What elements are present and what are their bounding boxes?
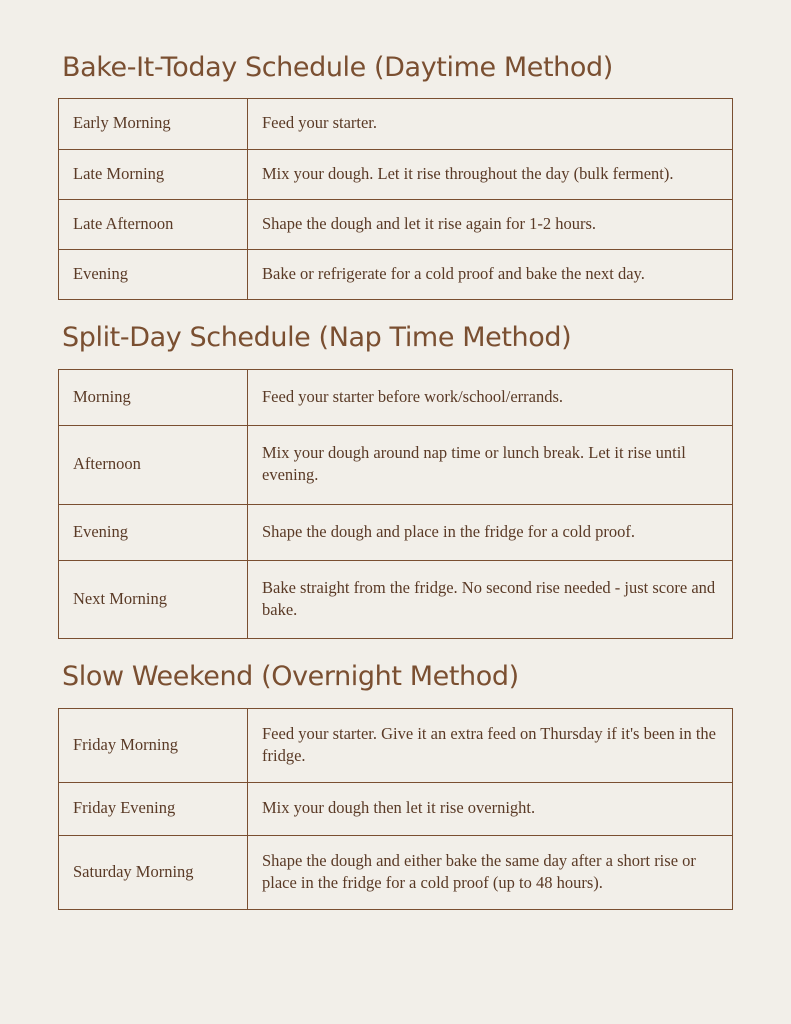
schedule-table <box>58 369 733 640</box>
row-detail: Shape the dough and place in the fridge for a cold proof. <box>248 504 733 560</box>
schedule-table <box>58 98 733 300</box>
table-row <box>59 149 733 199</box>
schedule-section-naptime <box>58 322 733 639</box>
row-time: Late Morning <box>59 149 248 199</box>
row-time: Saturday Morning <box>59 835 248 910</box>
row-detail: Mix your dough. Let it rise throughout the day (bulk ferment). <box>248 149 733 199</box>
row-detail: Mix your dough then let it rise overnight. <box>248 783 733 835</box>
row-detail: Bake straight from the fridge. No second rise needed - just score and bake. <box>248 560 733 639</box>
row-time: Early Morning <box>59 99 248 149</box>
section-title: Slow Weekend (Overnight Method) <box>62 661 519 693</box>
table-row <box>59 369 733 425</box>
row-time: Evening <box>59 504 248 560</box>
row-detail: Shape the dough and either bake the same day after a short rise or place in the fridge for a cold proof (up to 48 hours). <box>248 835 733 910</box>
row-detail: Feed your starter. Give it an extra feed on Thursday if it's been in the fridge. <box>248 708 733 783</box>
row-time: Friday Morning <box>59 708 248 783</box>
table-row <box>59 560 733 639</box>
row-detail: Mix your dough around nap time or lunch break. Let it rise until evening. <box>248 426 733 505</box>
schedule-section-overnight <box>58 661 733 910</box>
row-time: Late Afternoon <box>59 199 248 249</box>
row-detail: Feed your starter before work/school/errands. <box>248 369 733 425</box>
table-row <box>59 250 733 300</box>
section-title: Split-Day Schedule (Nap Time Method) <box>62 322 572 354</box>
table-row <box>59 426 733 505</box>
row-time: Next Morning <box>59 560 248 639</box>
table-row <box>59 99 733 149</box>
row-time: Afternoon <box>59 426 248 505</box>
row-detail: Shape the dough and let it rise again for 1-2 hours. <box>248 199 733 249</box>
row-time: Evening <box>59 250 248 300</box>
table-row <box>59 199 733 249</box>
table-row <box>59 504 733 560</box>
row-detail: Bake or refrigerate for a cold proof and bake the next day. <box>248 250 733 300</box>
table-row <box>59 783 733 835</box>
row-detail: Feed your starter. <box>248 99 733 149</box>
table-row <box>59 708 733 783</box>
schedule-section-daytime <box>58 52 733 300</box>
row-time: Friday Evening <box>59 783 248 835</box>
section-title: Bake-It-Today Schedule (Daytime Method) <box>62 52 613 83</box>
schedule-table <box>58 708 733 910</box>
row-time: Morning <box>59 369 248 425</box>
table-row <box>59 835 733 910</box>
